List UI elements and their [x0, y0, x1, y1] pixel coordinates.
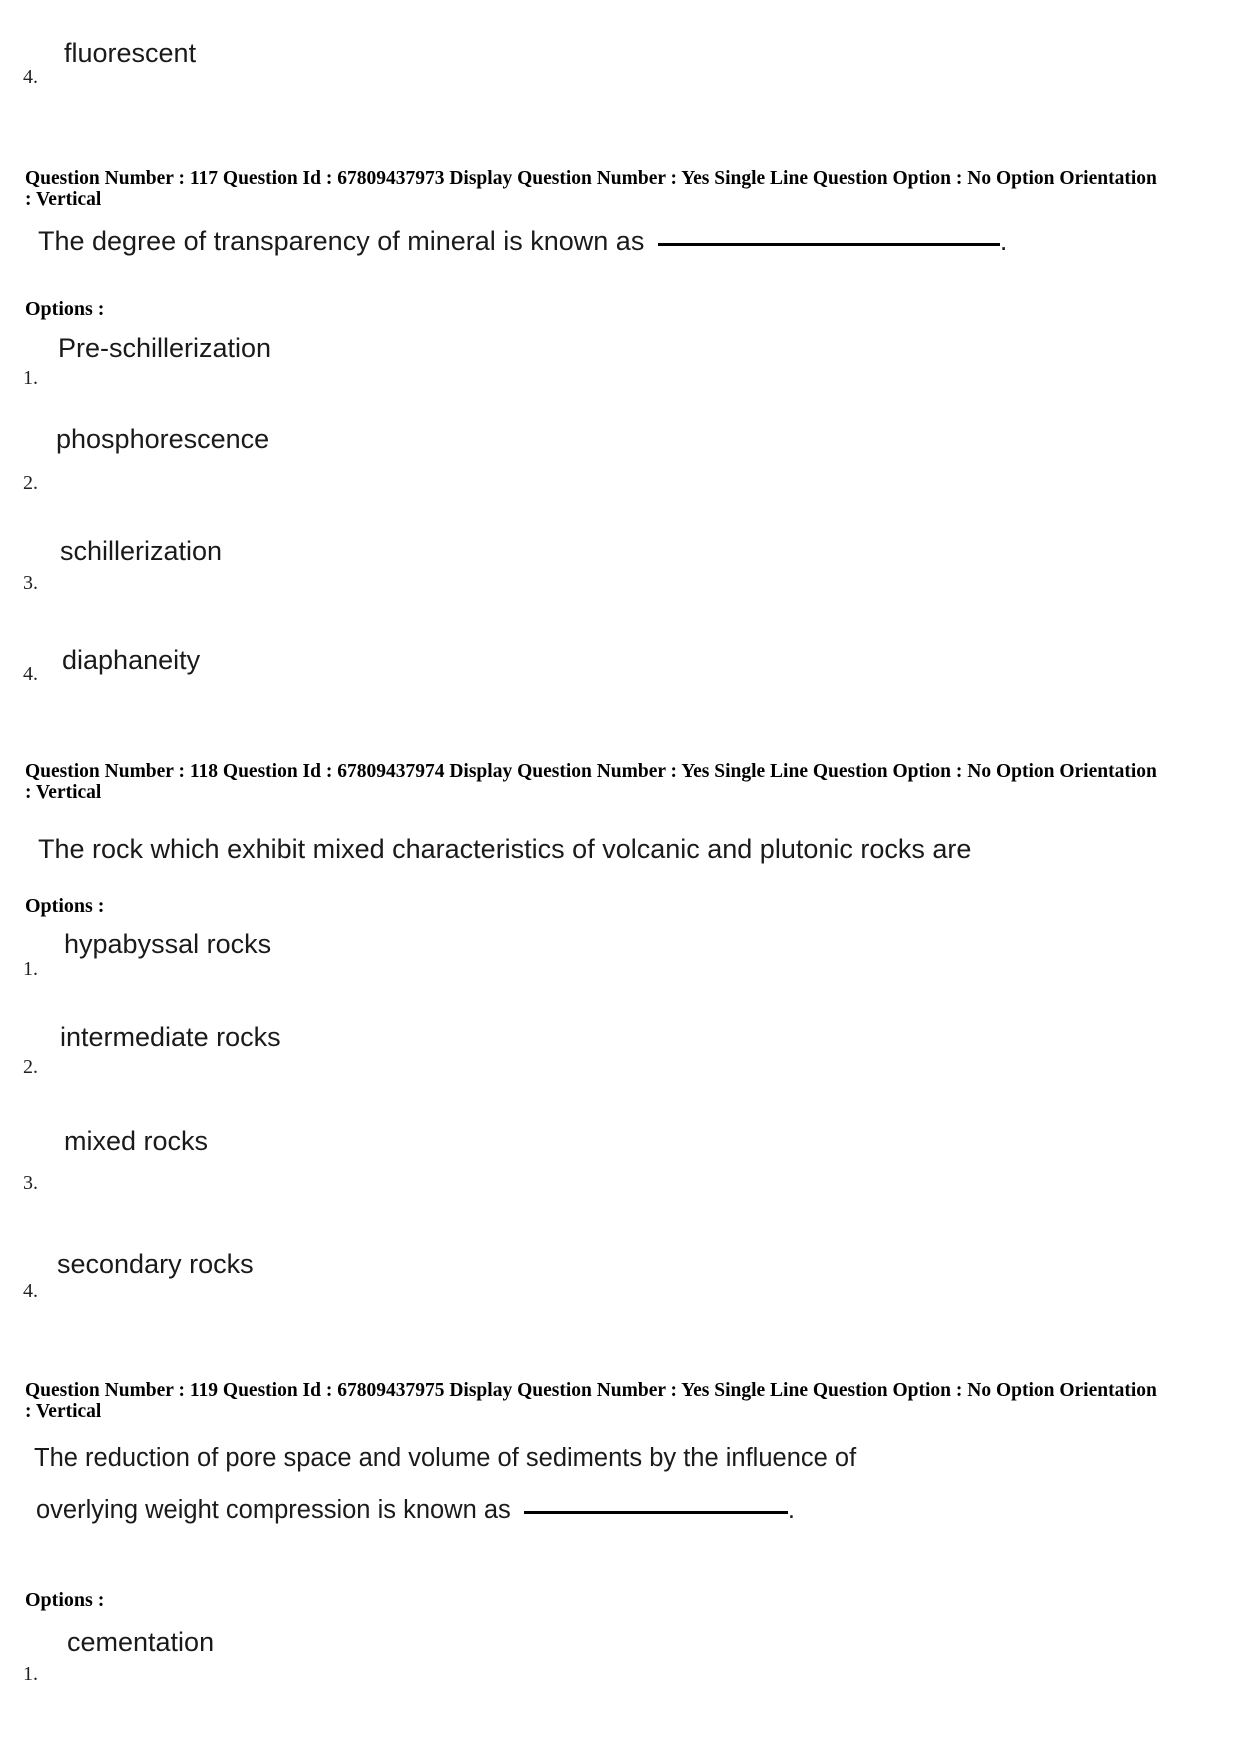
- option-text: diaphaneity: [62, 645, 201, 675]
- question-text: The rock which exhibit mixed characteristics of volcanic and plutonic rocks are: [38, 834, 972, 864]
- option-text: phosphorescence: [56, 424, 270, 454]
- options-label: Options :: [25, 1589, 105, 1611]
- option-number: 4.: [23, 1280, 38, 1302]
- question-text-line: The reduction of pore space and volume of sediments by the influence of: [34, 1444, 857, 1472]
- question-text-line: [36, 1496, 795, 1525]
- option-number: 4.: [23, 663, 38, 685]
- option-text: intermediate rocks: [60, 1022, 281, 1052]
- question-text-part: overlying weight compression is known as: [36, 1496, 511, 1524]
- option-text: mixed rocks: [64, 1126, 209, 1156]
- option-text: secondary rocks: [57, 1249, 254, 1279]
- question-meta: Question Number : 118 Question Id : 67809437974 Display Question Number : Yes Single Line Question Option : No Option Orientation : Vertical: [25, 761, 1157, 803]
- option-text: schillerization: [60, 536, 223, 566]
- options-label: Options :: [25, 895, 105, 917]
- question-text-part: The degree of transparency of mineral is known as: [38, 226, 645, 256]
- option-number: 4.: [23, 66, 38, 88]
- option-number: 1.: [23, 1663, 38, 1685]
- option-number: 2.: [23, 472, 38, 494]
- option-text: fluorescent: [64, 38, 197, 68]
- option-number: 3.: [23, 1172, 38, 1194]
- question-text-end: .: [999, 226, 1008, 256]
- answer-blank: [658, 243, 1000, 246]
- answer-blank: [524, 1511, 788, 1514]
- option-number: 2.: [23, 1056, 38, 1078]
- question-meta: Question Number : 119 Question Id : 67809437975 Display Question Number : Yes Single Line Question Option : No Option Orientation : Vertical: [25, 1380, 1157, 1422]
- option-number: 1.: [23, 958, 38, 980]
- option-number: 3.: [23, 572, 38, 594]
- option-text: cementation: [67, 1627, 215, 1657]
- question-text: [38, 226, 1007, 257]
- question-text-end: .: [787, 1496, 795, 1524]
- option-text: hypabyssal rocks: [64, 929, 272, 959]
- question-meta: Question Number : 117 Question Id : 67809437973 Display Question Number : Yes Single Line Question Option : No Option Orientation : Vertical: [25, 168, 1157, 210]
- option-number: 1.: [23, 367, 38, 389]
- options-label: Options :: [25, 298, 105, 320]
- option-text: Pre-schillerization: [58, 333, 272, 363]
